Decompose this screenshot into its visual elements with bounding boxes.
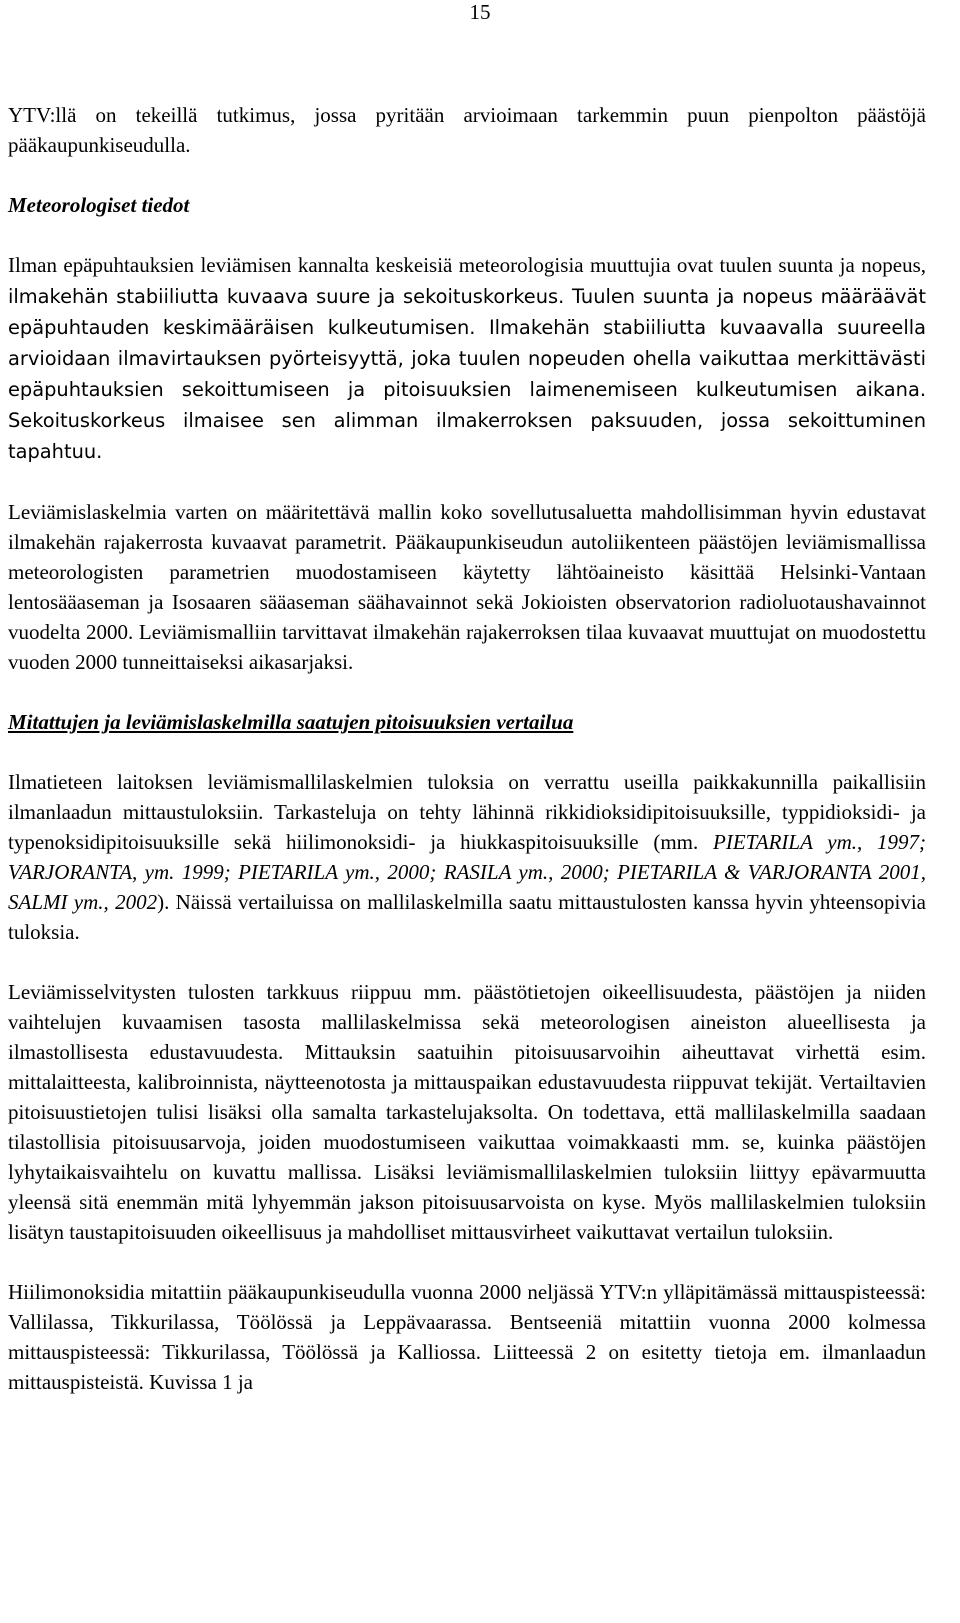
paragraph-meteorology-part2: ilmakehän stabiiliutta kuvaava suure ja sekoituskorkeus. Tuulen suunta ja nopeus määräävät epäpuhtauden keskimääräisen kulkeutumisen. Ilmakehän stabiiliutta kuvaavalla suureella arvioidaan ilmavirtauksen pyörteisyyttä, joka tuulen nopeuden ohella vaikuttaa merkittävästi epäpuhtauksien sekoittumiseen ja pitoisuuksien laimenemiseen kulkeutumisen aikana. Sekoituskorkeus ilmaisee sen alimman ilmakerroksen paksuuden, jossa sekoittuminen tapahtuu. [8,285,926,463]
paragraph-comparison-part1: Ilmatieteen laitoksen leviämismallilaskelmien tuloksia on verrattu useilla paikkakunnilla paikallisiin ilmanlaadun mittaustuloksiin. Tarkasteluja on tehty lähinnä rikkidioksidipitoisuuksille, typpidioksidi- ja typenoksidipitoisuuksille sekä hiilimonoksidi- ja hiukkaspitoisuuksille (mm. [8,770,926,854]
paragraph-comparison-part2: ). Näissä vertailuissa on mallilaskelmilla saatu mittaustulosten kanssa hyvin yhteensopivia tuloksia. [8,890,926,944]
paragraph-comparison [8,767,926,947]
page-body [8,100,926,1397]
paragraph-measurements: Hiilimonoksidia mitattiin pääkaupunkiseudulla vuonna 2000 neljässä YTV:n ylläpitämässä mittauspisteessä: Vallilassa, Tikkurilassa, Töölössä ja Leppävaarassa. Bentseeniä mitattiin vuonna 2000 kolmessa mittauspisteessä: Tikkurilassa, Töölössä ja Kalliossa. Liitteessä 2 on esitetty tietoja em. ilmanlaadun mittauspisteistä. Kuvissa 1 ja [8,1280,926,1394]
paragraph-intro: YTV:llä on tekeillä tutkimus, jossa pyritään arvioimaan tarkemmin puun pienpolton päästöjä pääkaupunkiseudulla. [8,103,926,157]
paragraph-accuracy: Leviämisselvitysten tulosten tarkkuus riippuu mm. päästötietojen oikeellisuudesta, päästöjen ja niiden vaihtelujen kuvaamisen tasosta mallilaskelmissa sekä meteorologisen aineiston alueellisesta ja ilmastollisesta edustavuudesta. Mittauksin saatuihin pitoisuusarvoihin aiheuttavat virhettä esim. mittalaitteesta, kalibroinnista, näytteenotosta ja mittauspaikan edustavuudesta riippuvat tekijät. Vertailtavien pitoisuustietojen tulisi lisäksi olla samalta tarkastelujaksolta. On todettava, että mallilaskelmilla saadaan tilastollisia pitoisuusarvoja, joiden muodostumiseen vaikuttaa voimakkaasti mm. se, kuinka päästöjen lyhytaikaisvaihtelu on kuvattu mallissa. Lisäksi leviämismallilaskelmien tuloksiin liittyy epävarmuutta yleensä sitä enemmän mitä lyhyemmän jakson pitoisuusarvoista on kyse. Myös mallilaskelmien tuloksiin lisätyn taustapitoisuuden oikeellisuus ja mahdolliset mittausvirheet vaikuttavat vertailun tuloksiin. [8,980,926,1244]
references-citation: PIETARILA ym., 1997; VARJORANTA, ym. 1999; PIETARILA ym., 2000; RASILA ym., 2000; PIETARILA & VARJORANTA 2001, SALMI ym., 2002 [8,830,927,914]
paragraph-meteorology-part1: Ilman epäpuhtauksien leviämisen kannalta keskeisiä meteorologisia muuttujia ovat tuulen suunta ja nopeus, [8,253,926,277]
paragraph-meteorology [8,250,926,467]
page-number: 15 [469,0,491,24]
paragraph-dispersion-parameters: Leviämislaskelmia varten on määritettävä mallin koko sovellutusaluetta mahdollisimman hyvin edustavat ilmakehän rajakerrosta kuvaavat parametrit. Pääkaupunkiseudun autoliikenteen päästöjen leviämismallissa meteorologisten parametrien muodostamiseen käytetty lähtöaineisto käsittää Helsinki-Vantaan lentosääaseman ja Isosaaren sääaseman säähavainnot sekä Jokioisten observatorion radioluotaushavainnot vuodelta 2000. Leviämismalliin tarvittavat ilmakehän rajakerroksen tilaa kuvaavat muuttujat on muodostettu vuoden 2000 tunneittaiseksi aikasarjaksi. [8,500,926,674]
section-heading-meteorology: Meteorologiset tiedot [8,193,190,217]
section-heading-comparison: Mitattujen ja leviämislaskelmilla saatujen pitoisuuksien vertailua [8,710,574,734]
